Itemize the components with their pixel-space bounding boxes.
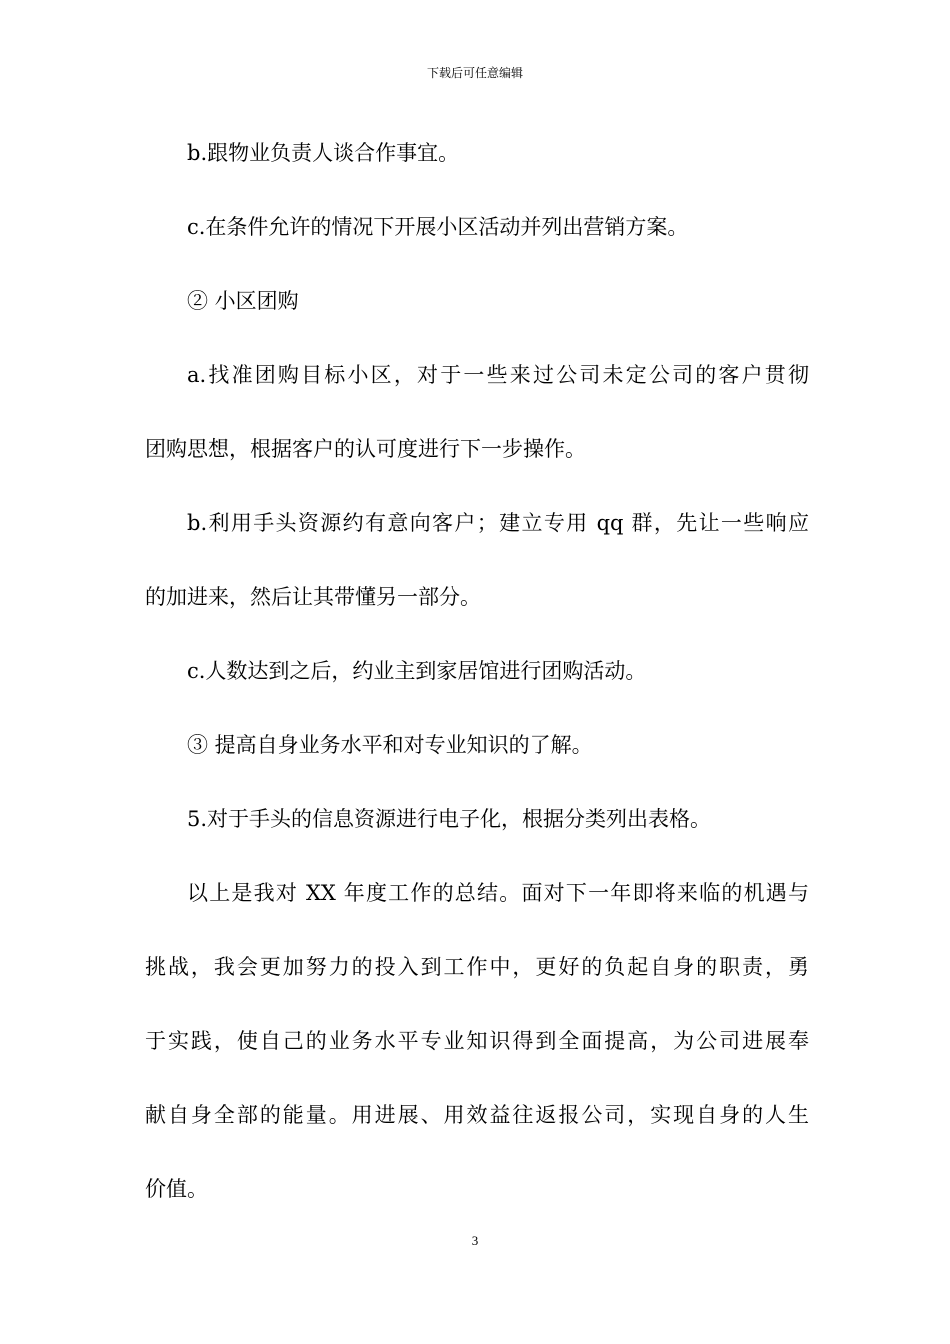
paragraph-line: b.跟物业负责人谈合作事宜。 [187, 141, 460, 165]
page-header: 下载后可任意编辑 [426, 66, 523, 80]
paragraph-line: c.人数达到之后，约业主到家居馆进行团购活动。 [187, 659, 647, 683]
paragraph-line: b.利用手头资源约有意向客户；建立专用 qq 群，先让一些响应 [187, 511, 809, 535]
paragraph-line: c.在条件允许的情况下开展小区活动并列出营销方案。 [187, 215, 689, 239]
paragraph-line: 挑战，我会更加努力的投入到工作中，更好的负起自身的职责，勇 [145, 955, 809, 979]
paragraph-line: 于实践，使自己的业务水平专业知识得到全面提高，为公司进展奉 [145, 1029, 809, 1053]
paragraph-line: a.找准团购目标小区，对于一些来过公司未定公司的客户贯彻 [187, 363, 809, 387]
page-number: 3 [471, 1233, 479, 1248]
paragraph-line: 团购思想，根据客户的认可度进行下一步操作。 [145, 437, 586, 461]
paragraph-line: 以上是我对 XX 年度工作的总结。面对下一年即将来临的机遇与 [187, 881, 809, 905]
paragraph-line: ② 小区团购 [187, 289, 299, 313]
paragraph-line: 的加进来，然后让其带懂另一部分。 [145, 585, 481, 609]
paragraph-line: ③ 提高自身业务水平和对专业知识的了解。 [187, 733, 593, 757]
paragraph-line: 价值。 [145, 1177, 208, 1201]
paragraph-line: 献自身全部的能量。用进展、用效益往返报公司，实现自身的人生 [145, 1103, 809, 1127]
paragraph-line: 5.对于手头的信息资源进行电子化，根据分类列出表格。 [187, 807, 712, 831]
